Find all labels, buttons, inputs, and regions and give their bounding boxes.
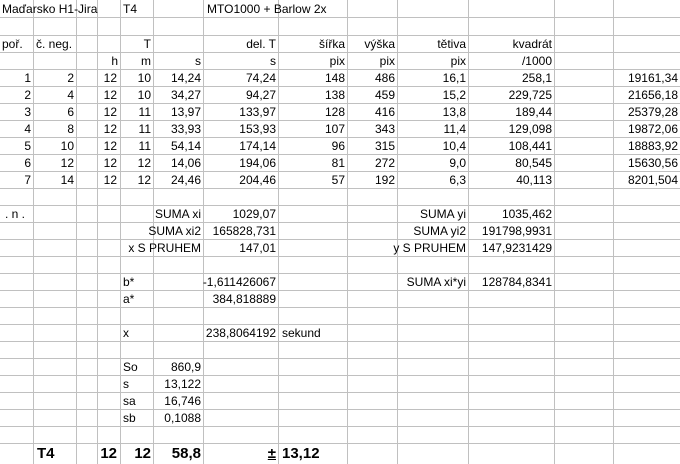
suma-xi2-label[interactable]: SUMA xi2 [148,224,201,238]
grid-line [0,392,680,393]
cell-sirka[interactable]: 107 [324,122,345,136]
cell-m[interactable]: 11 [138,122,151,136]
cell-vyska[interactable]: 343 [374,122,395,136]
cell-extra[interactable]: 18883,92 [627,139,678,153]
cell-delT[interactable]: 74,24 [245,71,276,85]
cell-neg[interactable]: 8 [67,122,74,136]
result-s[interactable]: 58,8 [171,445,201,462]
cell-vyska[interactable]: 486 [374,71,395,85]
cell-delT[interactable]: 194,06 [239,156,276,170]
grid-line [0,222,680,223]
grid-line [0,324,680,325]
cell-delT[interactable]: 174,14 [239,139,276,153]
cell-s[interactable]: 13,97 [170,105,201,119]
cell-tetiva[interactable]: 6,3 [449,173,466,187]
cell-por[interactable]: 2 [24,88,31,102]
cell-kvadrat[interactable]: 129,098 [508,122,552,136]
y-prumer-value[interactable]: 147,9231429 [481,241,552,255]
unit-s[interactable]: s [195,54,201,68]
a-value[interactable]: 384,818889 [212,292,276,306]
sheet-code[interactable]: T4 [123,2,138,16]
cell-extra[interactable]: 19872,06 [627,122,678,136]
b-value[interactable]: -1,611426067 [202,275,276,289]
cell-extra[interactable]: 8201,504 [627,173,678,187]
suma-xiyi-label[interactable]: SUMA xi*yi [406,275,466,289]
grid-line [0,409,680,410]
s-label[interactable]: s [123,377,129,391]
cell-delT[interactable]: 133,97 [239,105,276,119]
grid-line [0,341,680,342]
cell-m[interactable]: 10 [137,88,151,102]
cell-m[interactable]: 11 [138,139,151,153]
cell-s[interactable]: 54,14 [170,139,201,153]
cell-vyska[interactable]: 192 [374,173,395,187]
cell-kvadrat[interactable]: 108,441 [508,139,552,153]
cell-neg[interactable]: 12 [60,156,74,170]
suma-yi2-value[interactable]: 191798,9931 [481,224,552,238]
col-header-delT[interactable]: del. T [246,37,276,51]
cell-s[interactable]: 34,27 [170,88,201,102]
cell-m[interactable]: 12 [137,156,151,170]
cell-kvadrat[interactable]: 229,725 [508,88,552,102]
cell-s[interactable]: 14,24 [170,71,201,85]
cell-m[interactable]: 10 [137,71,151,85]
cell-kvadrat[interactable]: 258,1 [521,71,552,85]
result-m[interactable]: 12 [134,445,151,462]
sb-label[interactable]: sb [123,411,136,425]
cell-extra[interactable]: 15630,56 [627,156,678,170]
cell-sirka[interactable]: 57 [331,173,345,187]
suma-yi-value[interactable]: 1035,462 [501,207,552,221]
b-label[interactable]: b* [123,275,135,289]
cell-neg[interactable]: 14 [60,173,74,187]
cell-tetiva[interactable]: 11,4 [443,122,466,136]
cell-neg[interactable]: 2 [67,71,74,85]
so-label[interactable]: So [123,360,138,374]
cell-por[interactable]: 7 [24,173,31,187]
grid-line [0,358,680,359]
grid-line [0,273,680,274]
so-value[interactable]: 860,9 [170,360,201,374]
a-label[interactable]: a* [123,292,135,306]
cell-h[interactable]: 12 [103,122,117,136]
cell-delT[interactable]: 94,27 [245,88,276,102]
x-unit[interactable]: sekund [282,326,321,340]
cell-extra[interactable]: 21656,18 [627,88,678,102]
suma-xi-value[interactable]: 1029,07 [232,207,276,221]
x-label[interactable]: x [123,326,129,340]
cell-vyska[interactable]: 272 [374,156,395,170]
instrument-label[interactable]: MTO1000 + Barlow 2x [207,2,327,16]
cell-m[interactable]: 12 [137,173,151,187]
cell-delT[interactable]: 204,46 [239,173,276,187]
sa-value[interactable]: 16,746 [164,394,201,408]
cell-neg[interactable]: 6 [67,105,74,119]
unit-vyska[interactable]: pix [379,54,395,68]
suma-xiyi-value[interactable]: 128784,8341 [481,275,552,289]
sheet-title[interactable]: Maďarsko H1-Jira [2,2,98,16]
cell-h[interactable]: 12 [103,139,117,153]
col-header-tetiva[interactable]: tětiva [437,37,466,51]
col-header-neg[interactable]: č. neg. [36,37,73,51]
grid-line [0,239,680,240]
grid-line [0,290,680,291]
cell-h[interactable]: 12 [103,156,117,170]
result-code[interactable]: T4 [37,445,55,462]
sa-label[interactable]: sa [123,394,136,408]
unit-tetiva[interactable]: pix [450,54,466,68]
cell-sirka[interactable]: 96 [331,139,345,153]
s-value[interactable]: 13,122 [164,377,201,391]
grid-line [0,205,680,206]
grid-line [0,307,680,308]
cell-h[interactable]: 12 [103,105,117,119]
cell-vyska[interactable]: 315 [374,139,395,153]
cell-sirka[interactable]: 81 [331,156,345,170]
grid-line [0,17,680,18]
cell-vyska[interactable]: 416 [374,105,395,119]
cell-s[interactable]: 24,46 [170,173,201,187]
cell-extra[interactable]: 25379,28 [627,105,678,119]
cell-kvadrat[interactable]: 40,113 [516,173,552,187]
cell-sirka[interactable]: 148 [324,71,345,85]
cell-s[interactable]: 33,93 [170,122,201,136]
cell-neg[interactable]: 10 [60,139,74,153]
cell-vyska[interactable]: 459 [374,88,395,102]
result-h[interactable]: 12 [100,445,117,462]
cell-h[interactable]: 12 [103,71,117,85]
plus-minus-sign[interactable]: ± [267,445,276,462]
cell-por[interactable]: 4 [24,122,31,136]
result-error[interactable]: 13,12 [282,445,320,462]
cell-delT[interactable]: 153,93 [239,122,276,136]
x-prumer-value[interactable]: 147,01 [239,241,276,255]
suma-yi2-label[interactable]: SUMA yi2 [413,224,466,238]
cell-tetiva[interactable]: 10,4 [442,139,466,153]
col-header-kvadrat[interactable]: kvadrát [512,37,552,51]
cell-kvadrat[interactable]: 189,44 [515,105,552,119]
cell-por[interactable]: 3 [24,105,31,119]
cell-por[interactable]: 5 [24,139,31,153]
cell-kvadrat[interactable]: 80,545 [515,156,552,170]
unit-h[interactable]: h [111,54,118,68]
x-prumer-label[interactable]: x S PRUHEM [128,241,201,255]
unit-kvadrat[interactable]: /1000 [521,54,552,68]
x-value[interactable]: 238,8064192 [205,326,276,340]
y-prumer-label[interactable]: y S PRUHEM [393,241,466,255]
col-header-vyska[interactable]: výška [364,37,395,51]
cell-tetiva[interactable]: 9,0 [449,156,466,170]
grid-line [0,426,680,427]
cell-h[interactable]: 12 [103,173,117,187]
unit-sirka[interactable]: pix [329,54,345,68]
cell-h[interactable]: 12 [103,88,117,102]
col-header-por[interactable]: poř. [2,37,23,51]
cell-sirka[interactable]: 138 [324,88,345,102]
suma-xi-label[interactable]: SUMA xi [154,207,201,221]
cell-tetiva[interactable]: 13,8 [442,105,466,119]
unit-m[interactable]: m [141,54,151,68]
cell-neg[interactable]: 4 [67,88,74,102]
cell-m[interactable]: 11 [138,105,151,119]
cell-tetiva[interactable]: 15,2 [442,88,466,102]
grid-line [0,256,680,257]
unit-delT[interactable]: s [270,54,276,68]
cell-por[interactable]: 1 [24,71,31,85]
grid-line [0,375,680,376]
cell-sirka[interactable]: 128 [324,105,345,119]
col-header-T[interactable]: T [143,37,151,51]
suma-xi2-value[interactable]: 165828,731 [212,224,276,238]
cell-s[interactable]: 14,06 [170,156,201,170]
cell-por[interactable]: 6 [24,156,31,170]
suma-yi-label[interactable]: SUMA yi [419,207,466,221]
cell-extra[interactable]: 19161,34 [627,71,678,85]
sb-value[interactable]: 0,1088 [164,411,201,425]
note-cell[interactable]: . n . [5,207,26,221]
cell-tetiva[interactable]: 16,1 [442,71,466,85]
col-header-sirka[interactable]: šířka [318,37,345,51]
